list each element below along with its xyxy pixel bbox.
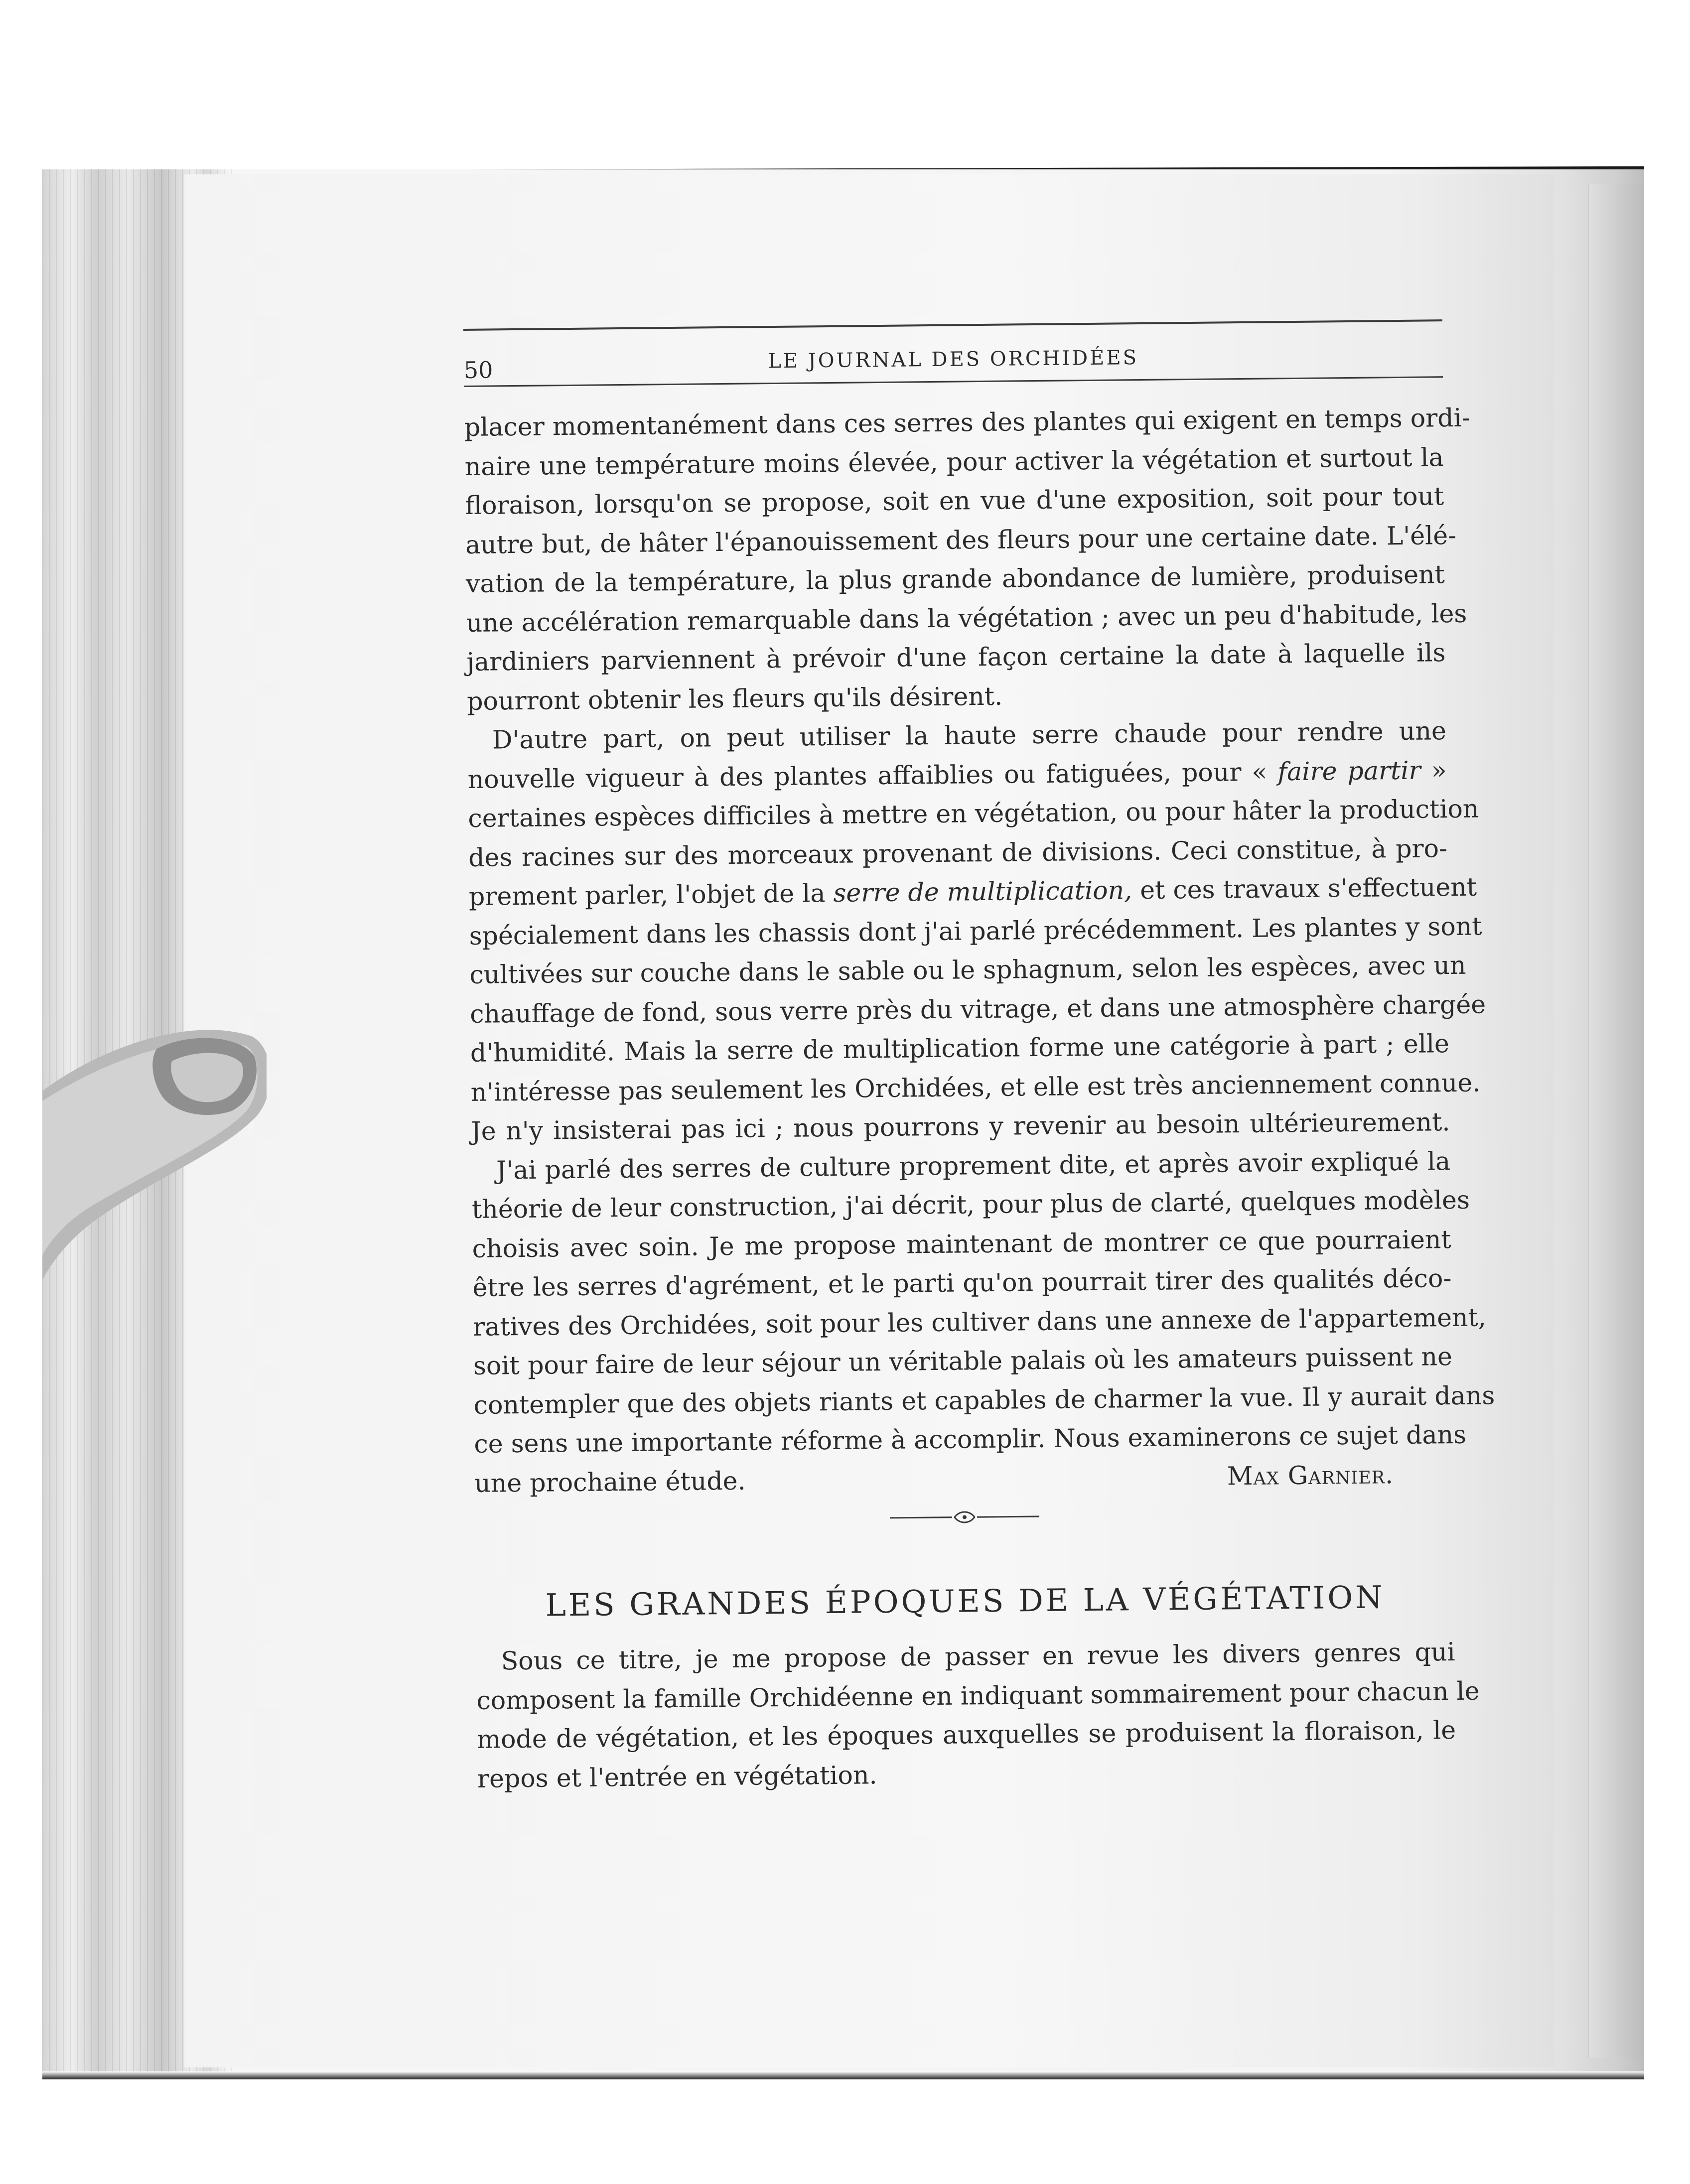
author-signature: Max Garnier.: [1227, 1459, 1394, 1491]
text-line: soit pour faire de leur séjour un véritable palais où les amateurs puissent ne: [473, 1342, 1453, 1380]
text-line: contempler que des objets riants et capables de charmer la vue. Il y aurait dans: [473, 1380, 1495, 1420]
text-line: Sous ce titre, je me propose de passer en revue les divers genres qui: [501, 1637, 1455, 1676]
thumb-image: [42, 1001, 267, 1300]
text-segment: »: [1420, 755, 1447, 785]
text-segment: nouvelle vigueur à des plantes affaiblies ou fatiguées, pour «: [467, 756, 1278, 794]
text-line: d'humidité. Mais la serre de multiplication forme une catégorie à part ; elle: [470, 1029, 1450, 1068]
text-line: cultivées sur couche dans le sable ou le sphagnum, selon les espèces, avec un: [469, 950, 1466, 989]
text-line: pourront obtenir les fleurs qu'ils désirent.: [466, 681, 1003, 716]
page-number: 50: [463, 356, 493, 384]
text-line: D'autre part, on peut utiliser la haute serre chaude pour rendre une: [492, 716, 1447, 755]
page-text-area: [463, 319, 1495, 1798]
text-line: choisis avec soin. Je me propose maintenant de montrer ce que pourraient: [472, 1224, 1451, 1263]
running-header: [463, 321, 1443, 386]
section-body: [476, 1633, 1480, 1798]
text-line: jardiniers parviennent à prévoir d'une façon certaine la date à laquelle ils: [466, 638, 1446, 677]
text-line: ce sens une importante réforme à accomplir. Nous examinerons ce sujet dans: [474, 1419, 1467, 1459]
italic-phrase: serre de multiplication,: [833, 875, 1132, 908]
text-line: des racines sur des morceaux provenant de divisions. Ceci constitue, à pro-: [468, 833, 1448, 872]
text-line: spécialement dans les chassis dont j'ai parlé précédemment. Les plantes y sont: [469, 911, 1482, 951]
text-line: placer momentanément dans ces serres des plantes qui exigent en temps ordi-: [464, 403, 1471, 442]
text-line: mode de végétation, et les époques auxquelles se produisent la floraison, le: [476, 1715, 1456, 1754]
text-segment: prement parler, l'objet de la: [468, 878, 834, 911]
text-line: composent la famille Orchidéenne en indiquant sommairement pour chacun le: [476, 1676, 1480, 1715]
text-line: vation de la température, la plus grande abondance de lumière, produisent: [465, 559, 1445, 598]
italic-phrase: faire partir: [1277, 755, 1421, 786]
running-title: LE JOURNAL DES ORCHIDÉES: [768, 346, 1139, 373]
text-line: une accélération remarquable dans la végétation ; avec un peu d'habitude, les: [466, 598, 1467, 638]
text-line: Je n'y insisterai pas ici ; nous pourrons y revenir au besoin ultérieurement.: [471, 1107, 1450, 1146]
text-segment: et ces travaux s'effectuent: [1131, 872, 1477, 905]
text-line: ratives des Orchidées, soit pour les cultiver dans une annexe de l'appartement,: [472, 1302, 1487, 1342]
article-body: [464, 399, 1495, 1503]
text-line: chauffage de fond, sous verre près du vitrage, et dans une atmosphère chargée: [469, 989, 1486, 1029]
text-line: une prochaine étude.: [474, 1466, 746, 1498]
text-line: floraison, lorsqu'on se propose, soit en vue d'une exposition, soit pour tout: [465, 481, 1444, 520]
text-line: théorie de leur construction, j'ai décrit, pour plus de clarté, quelques modèles: [471, 1185, 1470, 1224]
scan-bottom-edge: [42, 2071, 1644, 2079]
text-line: autre but, de hâter l'épanouissement des fleurs pour une certaine date. L'élé-: [465, 520, 1457, 559]
text-line: certaines espèces difficiles à mettre en végétation, ou pour hâter la production: [468, 794, 1479, 833]
text-line: J'ai parlé des serres de culture proprement dite, et après avoir expliqué la: [496, 1146, 1451, 1185]
ornament-divider: [884, 1506, 1044, 1528]
text-line: être les serres d'agrément, et le parti qu'on pourrait tirer des qualités déco-: [472, 1263, 1452, 1302]
text-line: naire une température moins élevée, pour activer la végétation et surtout la: [464, 442, 1444, 481]
section-title: LES GRANDES ÉPOQUES DE LA VÉGÉTATION: [545, 1579, 1385, 1624]
text-line: repos et l'entrée en végétation.: [477, 1760, 877, 1793]
page-edges-right: [1588, 184, 1644, 2057]
text-line: n'intéresse pas seulement les Orchidées, et elle est très anciennement connue.: [470, 1067, 1481, 1107]
